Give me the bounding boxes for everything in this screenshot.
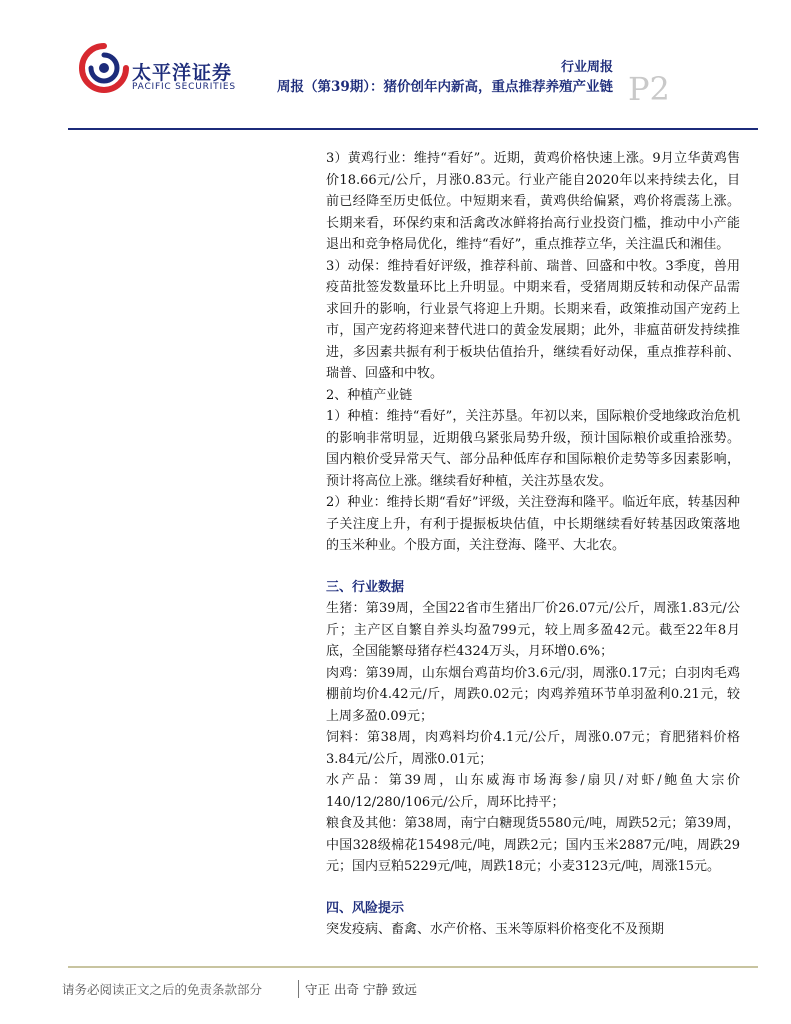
- footer-divider: [68, 966, 758, 968]
- paragraph-yellow-chicken: 3）黄鸡行业：维持“看好”。近期，黄鸡价格快速上涨。9月立华黄鸡售价18.66元/公斤，月涨0.83元。行业产能自2020年以来持续去化，目前已经降至历史低位。中短期来看，黄鸡供给偏紧，鸡价将震荡上涨。长期来看，环保约束和活禽改冰鲜将抬高行业投资门槛，推动中小产能退出和竞争格局优化，维持“看好”，重点推荐立华，关注温氏和湘佳。: [326, 151, 740, 252]
- section-risk-title: 四、风险提示: [326, 900, 405, 916]
- header-divider: [68, 128, 758, 130]
- data-item-hog: 生猪：第39周，全国22省市生猪出厂价26.07元/公斤，周涨1.83元/公斤；主产区自繁自养头均盈799元，较上周多盈42元。截至22年8月底，全国能繁母猪存栏4324万头，月环增0.6%；: [326, 601, 740, 659]
- report-title: 周报（第39期）：猪价创年内新高，重点推荐养殖产业链: [276, 79, 613, 95]
- brand-name-cn: 太平洋证券: [132, 62, 233, 84]
- paragraph-planting: 1）种植：维持“看好”，关注苏垦。年初以来，国际粮价受地缘政治危机的影响非常明显，近期俄乌紧张局势升级，预计国际粮价或重拾涨势。国内粮价受异常天气、部分品种低库存和国际粮价走势等多因素影响，预计将高位上涨。继续看好种植，关注苏垦农发。: [326, 409, 740, 489]
- brand-name-en: PACIFIC SECURITIES: [132, 82, 236, 92]
- footer-motto: 守正 出奇 宁静 致远: [298, 980, 417, 998]
- data-item-broiler: 肉鸡：第39周，山东烟台鸡苗均价3.6元/羽，周涨0.17元；白羽肉毛鸡棚前均价4.42元/斤，周跌0.02元；肉鸡养殖环节单羽盈利0.21元，较上周多盈0.09元；: [326, 665, 740, 724]
- page-number: P2: [628, 70, 670, 108]
- pacific-securities-logo-icon: [78, 42, 130, 94]
- footer-disclaimer: 请务必阅读正文之后的免责条款部分: [62, 982, 263, 997]
- data-item-aquatic: 水产品：第39周，山东威海市场海参/扇贝/对虾/鲍鱼大宗价140/12/280/106元/公斤，周环比持平；: [326, 773, 740, 810]
- paragraph-seed-industry: 2）种业：维持长期“看好”评级，关注登海和隆平。临近年底，转基因种子关注度上升，有利于提振板块估值，中长期继续看好转基因政策落地的玉米种业。个股方面，关注登海、隆平、大北农。: [326, 495, 740, 553]
- report-category: 行业周报: [560, 60, 613, 75]
- subsection-planting-chain: 2、种植产业链: [326, 387, 413, 403]
- section-industry-data-title: 三、行业数据: [326, 579, 405, 595]
- data-item-feed: 饲料：第38周，肉鸡料均价4.1元/公斤，周涨0.07元；育肥猪料价格3.84元/公斤，周涨0.01元；: [326, 730, 740, 767]
- paragraph-animal-health: 3）动保：维持看好评级，推荐科前、瑞普、回盛和中牧。3季度，兽用疫苗批签发数量环比上升明显。中期来看，受猪周期反转和动保产品需求回升的影响，行业景气将迎上升期。长期来看，政策推动国产宠药上市，国产宠药将迎来替代进口的黄金发展期；此外，非瘟苗研发持续推进，多因素共振有利于板块估值抬升，继续看好动保，重点推荐科前、瑞普、回盛和中牧。: [326, 258, 740, 381]
- main-content: [326, 148, 740, 941]
- risk-text: 突发疫病、畜禽、水产价格、玉米等原料价格变化不及预期: [326, 922, 665, 937]
- data-item-grain: 粮食及其他：第38周，南宁白糖现货5580元/吨，周跌52元；第39周，中国328级棉花15498元/吨，周跌2元；国内玉米2887元/吨，周跌29元；国内豆粕5229元/吨，周跌18元；小麦3123元/吨，周涨15元。: [326, 816, 740, 874]
